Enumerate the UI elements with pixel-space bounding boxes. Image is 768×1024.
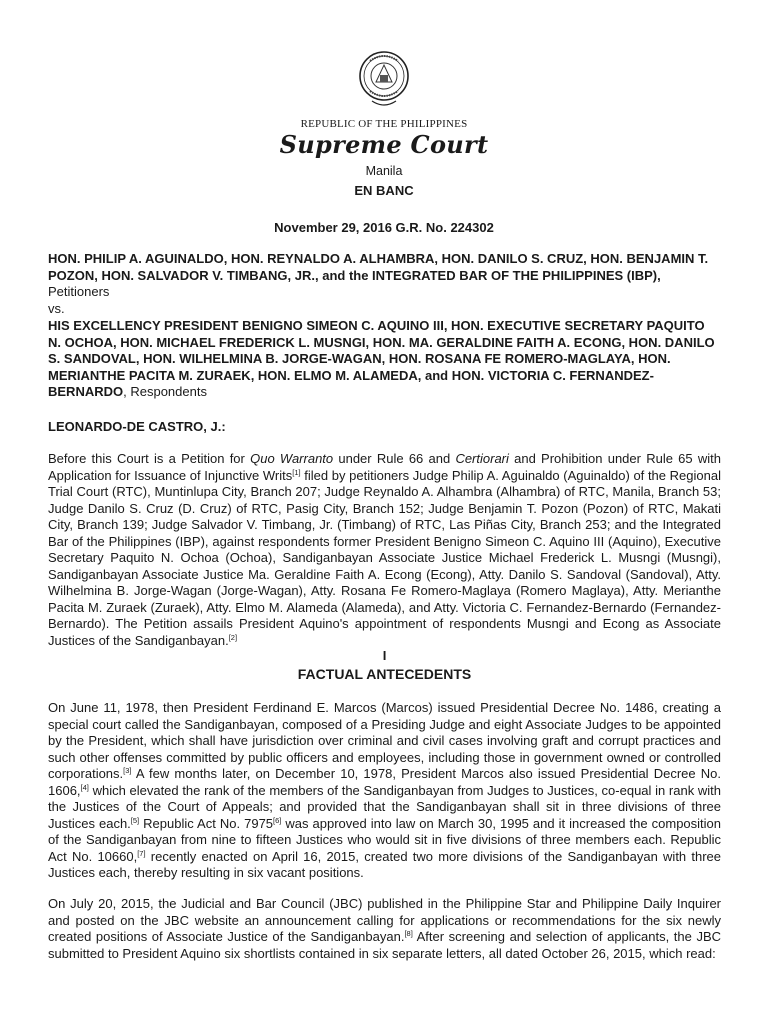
- footnote-ref-8[interactable]: [8]: [404, 929, 413, 938]
- footnote-ref-4[interactable]: [4]: [80, 782, 89, 792]
- date-gr-number: November 29, 2016 G.R. No. 224302: [274, 220, 494, 235]
- section-numeral: I: [382, 648, 387, 663]
- petitioners-role: Petitioners: [48, 284, 110, 299]
- paragraph-jbc: [48, 896, 721, 962]
- supreme-court-seal-icon: [358, 47, 410, 113]
- para2-text: Republic Act No. 7975: [139, 815, 274, 831]
- para1-italic-certiorari: Certiorari: [455, 451, 509, 466]
- para3-text: After screening and selection of applicants, the JBC submitted to President Aquino six shortlists contained in six separate letters, all dated October 26, 2015, which read:: [48, 929, 721, 961]
- para1-text: under Rule 66 and: [333, 451, 456, 466]
- footnote-ref-2[interactable]: [2]: [228, 632, 238, 642]
- footnote-ref-5[interactable]: [5]: [130, 815, 140, 825]
- respondents-names: HIS EXCELLENCY PRESIDENT BENIGNO SIMEON C. AQUINO III, HON. EXECUTIVE SECRETARY PAQUITO N. OCHOA, HON. MICHAEL FREDERICK L. MUSNGI, HON. MA. GERALDINE FAITH A. ECONG, HON. DANILO S. SANDOVAL, HON. WILHELMINA B. JORGE-WAGAN, HON. ROSANA FE ROMERO-MAGLAYA, HON. MERIANTHE PACITA M. ZURAEK, HON. ELMO M. ALAMEDA, and HON. VICTORIA C. FERNANDEZ-BERNARDO: [48, 318, 715, 399]
- para2-text: On June 11, 1978, then President Ferdinand E. Marcos (Marcos) issued Presidential Decree No. 1486, creating a special court called the Sandiganbayan, composed of a Presiding Judge and eight Associate Judges to be appointed by the President, which shall have jurisdiction over criminal and civil cases involving graft and corrupt practices and such other offenses committed by public officers and employees, including those in government owned or controlled corporations.: [48, 700, 721, 781]
- republic-heading: REPUBLIC OF THE PHILIPPINES: [300, 118, 468, 130]
- para2-text: which elevated the rank of the members of the Sandiganbayan from Judges to Justices, co-equal in rank with the Justices of the Court of Appeals; and provided that the Sandiganbayan shall sit in three divisions of three Justices each.: [48, 782, 721, 831]
- paragraph-intro: [48, 451, 721, 649]
- para1-text: filed by petitioners Judge Philip A. Aguinaldo (Aguinaldo) of the Regional Trial Court (RTC), Muntinlupa City, Branch 207; Judge Reynaldo A. Alhambra (Alhambra) of RTC, Manila, Branch 53; Judge Danilo S. Cruz (D. Cruz) of RTC, Pasig City, Branch 152; Judge Benjamin T. Pozon (Pozon) of RTC, Makati City, Branch 139; Judge Salvador V. Timbang, Jr. (Timbang) of RTC, Las Piñas City, Branch 253; and the Integrated Bar of the Philippines (IBP), against respondents former President Benigno Simeon C. Aquino III (Aquino), Executive Secretary Paquito N. Ochoa (Ochoa), Sandiganbayan Associate Justice Michael Frederick L. Musngi (Musngi), Sandiganbayan Associate Justice Ma. Geraldine Faith A. Econg (Econg), Atty. Danilo S. Sandoval (Sandoval), Atty. Wilhelmina B. Jorge-Wagan (Jorge-Wagan), Atty. Rosana Fe Romero-Maglaya (Romero Maglaya), Atty. Merianthe Pacita M. Zuraek (Zuraek), Atty. Elmo M. Alameda (Alameda), and Atty. Victoria C. Fernandez-Bernardo (Fernandez-Bernardo). The Petition assails President Aquino's appointment of respondents Musngi and Econg as Associate Justices of the Sandiganbayan.: [48, 467, 721, 648]
- court-name: Supreme Court: [279, 130, 489, 159]
- footnote-ref-1[interactable]: [1]: [292, 467, 301, 477]
- para1-italic-quo-warranto: Quo Warranto: [250, 451, 334, 466]
- para3-text: On July 20, 2015, the Judicial and Bar Council (JBC) published in the Philippine Star and Philippine Daily Inquirer and posted on the JBC website an announcement calling for applications or recommendations for the six newly created positions of Associate Justice of the Sandiganbayan.: [48, 896, 721, 944]
- respondents-block: [48, 318, 721, 401]
- paragraph-antecedents: [48, 700, 721, 882]
- footnote-ref-3[interactable]: [3]: [123, 766, 132, 775]
- footnote-ref-6[interactable]: [6]: [273, 815, 282, 825]
- para1-text: Before this Court is a Petition for: [48, 451, 251, 466]
- para2-text: A few months later, on December 10, 1978, President Marcos also issued Presidential Decree No. 1606,: [48, 766, 721, 798]
- versus: vs.: [48, 301, 65, 316]
- para2-text: recently enacted on April 16, 2015, created two more divisions of the Sandiganbayan with three Justices each, thereby resulting in six vacant positions.: [48, 848, 722, 880]
- petitioners-names: HON. PHILIP A. AGUINALDO, HON. REYNALDO A. ALHAMBRA, HON. DANILO S. CRUZ, HON. BENJAMIN T. POZON, HON. SALVADOR V. TIMBANG, JR., and the INTEGRATED BAR OF THE PHILIPPINES (IBP),: [48, 251, 709, 283]
- para2-text: was approved into law on March 30, 1995 and it increased the composition of the Sandiganbayan from nine to fifteen Justices who would sit in five divisions of three members each. Republic Act No. 10660,: [48, 815, 722, 864]
- petitioners-block: [48, 251, 721, 301]
- para1-text: and Prohibition under Rule 65 with Application for Issuance of Injunctive Writs: [48, 451, 721, 483]
- footnote-ref-7[interactable]: [7]: [137, 848, 146, 858]
- section-title: FACTUAL ANTECEDENTS: [297, 666, 472, 682]
- ponente: LEONARDO-DE CASTRO, J.:: [48, 419, 226, 434]
- court-city: Manila: [365, 164, 403, 178]
- division-heading: EN BANC: [354, 183, 414, 198]
- respondents-role: , Respondents: [123, 384, 207, 399]
